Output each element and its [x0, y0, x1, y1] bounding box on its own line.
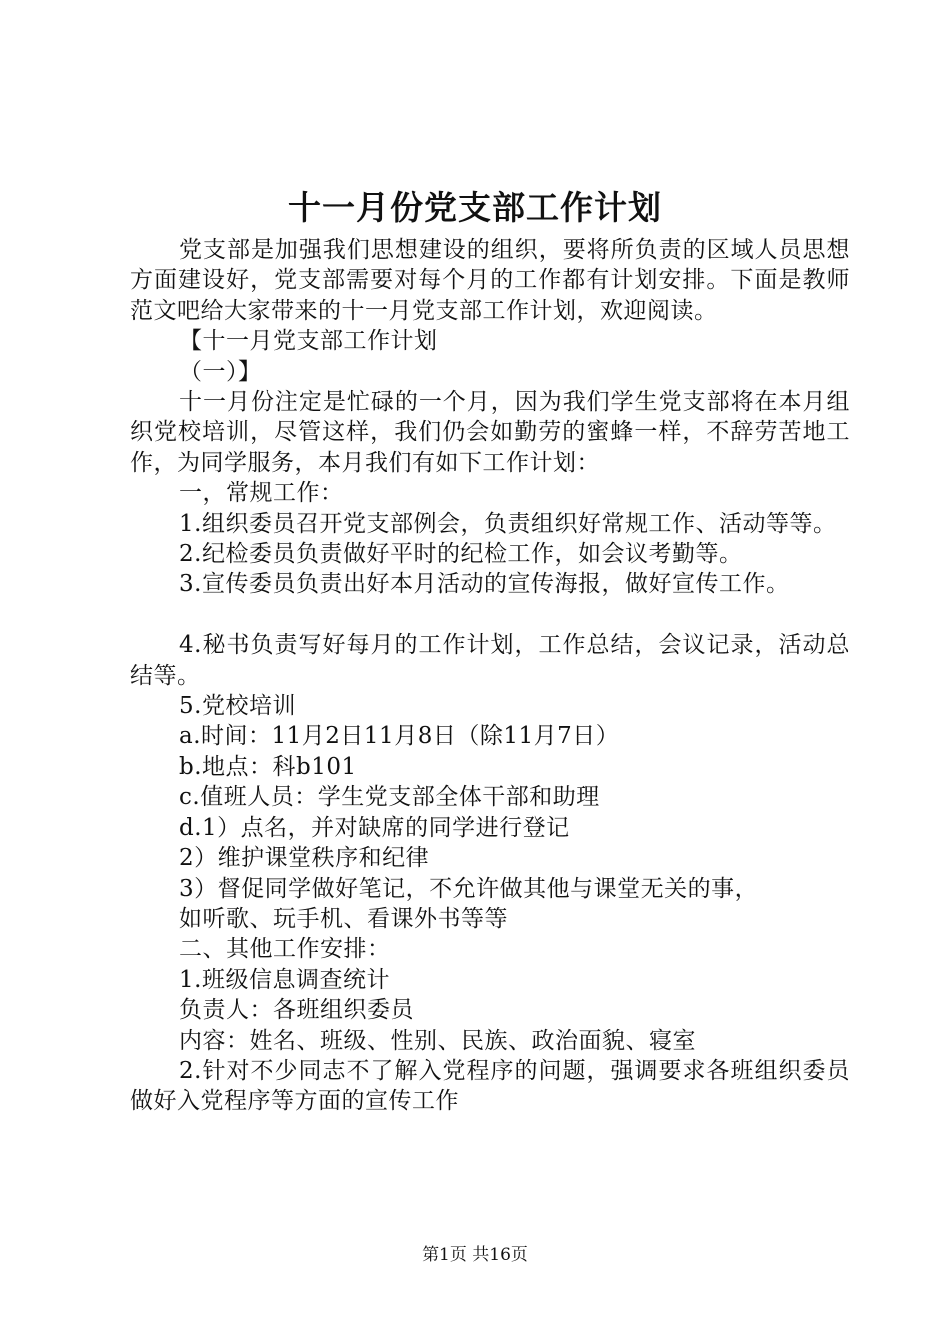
routine-item-3: 3.宣传委员负责出好本月活动的宣传海报，做好宣传工作。	[179, 571, 790, 598]
opening-paragraph: 十一月份注定是忙碌的一个月，因为我们学生党支部将在本月组织党校培训，尽管这样，我们仍会如勤劳的蜜蜂一样，不辞劳苦地工作，为同学服务，本月我们有如下工作计划：	[130, 389, 850, 476]
other-item-1-owner: 负责人：各班组织委员	[179, 997, 414, 1024]
training-time: a.时间：11月2日11月8日（除11月7日）	[179, 723, 620, 750]
other-item-2: 2.针对不少同志不了解入党程序的问题，强调要求各班组织委员做好入党程序等方面的宣传工作	[130, 1057, 850, 1115]
routine-item-5: 5.党校培训	[179, 693, 296, 720]
training-staff: c.值班人员：学生党支部全体干部和助理	[179, 784, 600, 811]
training-duty-3: 3）督促同学做好笔记，不允许做其他与课堂无关的事，	[179, 875, 759, 902]
training-location: b.地点：科b101	[179, 753, 357, 780]
document-body	[130, 235, 850, 1117]
plan-heading-line-1: 【十一月党支部工作计划	[179, 328, 438, 355]
training-duty-3-cont: 如听歌、玩手机、看课外书等等	[179, 905, 508, 932]
section-routine-heading: 一，常规工作：	[179, 480, 344, 507]
plan-heading-line-2: （一）】	[179, 358, 262, 385]
routine-item-1: 1.组织委员召开党支部例会，负责组织好常规工作、活动等等。	[179, 510, 837, 537]
training-duty-1: d.1）点名，并对缺席的同学进行登记	[179, 814, 570, 841]
other-item-1: 1.班级信息调查统计	[179, 966, 390, 993]
blank-line	[130, 600, 850, 630]
training-duty-2: 2）维护课堂秩序和纪律	[179, 845, 430, 872]
document-title: 十一月份党支部工作计划	[288, 188, 662, 227]
page-number-footer: 第1页 共16页	[422, 1245, 528, 1265]
routine-item-4: 4.秘书负责写好每月的工作计划，工作总结，会议记录，活动总结等。	[130, 632, 850, 689]
section-other-heading: 二、其他工作安排：	[179, 936, 391, 963]
other-item-1-content: 内容：姓名、班级、性别、民族、政治面貌、寝室	[179, 1027, 696, 1054]
intro-paragraph: 党支部是加强我们思想建设的组织，要将所负责的区域人员思想方面建设好，党支部需要对每个月的工作都有计划安排。下面是教师范文吧给大家带来的十一月党支部工作计划，欢迎阅读。	[130, 237, 850, 324]
routine-item-2: 2.纪检委员负责做好平时的纪检工作，如会议考勤等。	[179, 541, 743, 568]
